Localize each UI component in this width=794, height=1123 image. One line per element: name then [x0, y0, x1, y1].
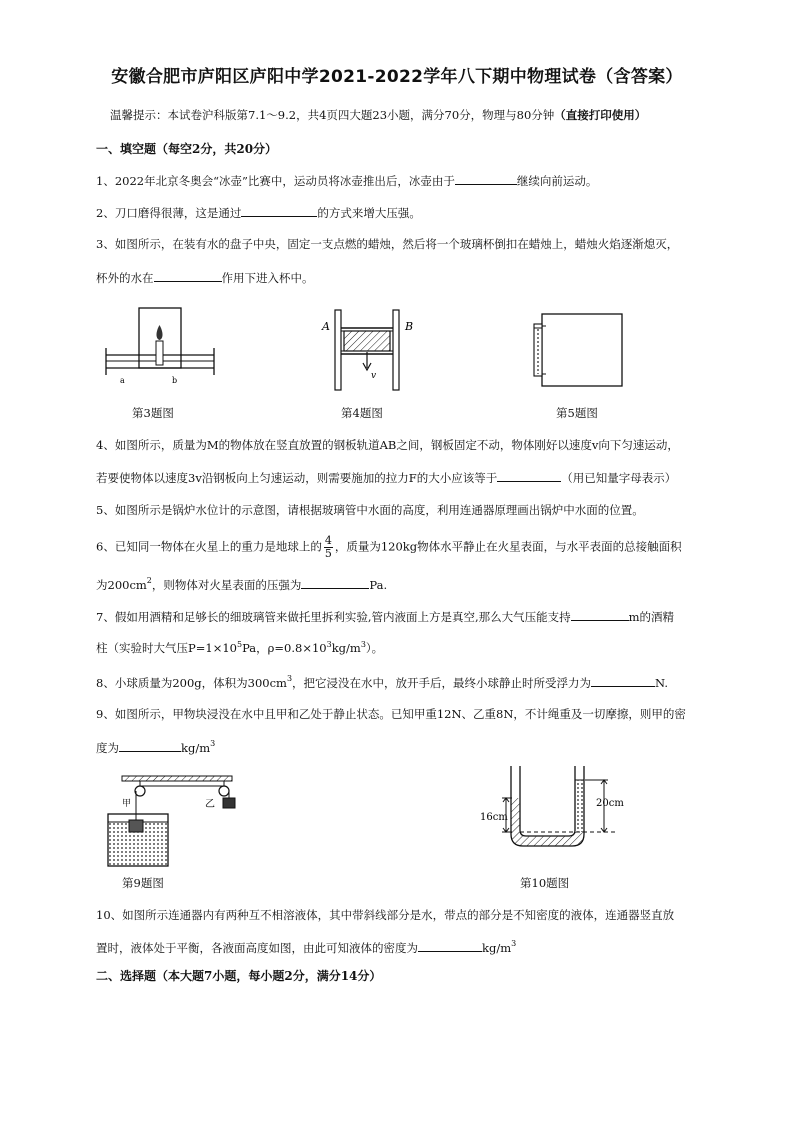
- question-8: [96, 675, 668, 690]
- q1-text-end: 继续向前运动。: [516, 174, 598, 188]
- question-10: 10、如图所示连通器内有两种互不相溶液体，其中带斜线部分是水，带点的部分是不知密度的液体，连通器竖直放: [96, 908, 675, 922]
- fraction-4-5: [324, 535, 333, 560]
- figure-9-caption: 第9题图: [122, 876, 164, 890]
- q7-cond-c: kg/m: [331, 641, 361, 655]
- fig9-label-yi: 乙: [205, 799, 215, 810]
- superscript: 3: [360, 640, 366, 649]
- q7-text-end: m的酒精: [628, 610, 675, 624]
- superscript: 3: [286, 674, 293, 683]
- question-3: 3、如图所示，在装有水的盘子中央，固定一支点燃的蜡烛，然后将一个玻璃杯倒扣在蜡烛上，蜡烛火焰逐渐熄灭，: [96, 237, 679, 251]
- fig3-label-b: b: [172, 376, 178, 385]
- q9-unit: kg/m: [181, 741, 211, 755]
- q6-text2: ，则物体对火星表面的压强为: [151, 578, 302, 592]
- figure-4-rails-diagram: [318, 308, 418, 392]
- q8-unit: N.: [655, 676, 669, 690]
- section-2-heading: 二、选择题（本大题7小题，每小题2分，满分14分）: [96, 969, 382, 983]
- figure-3-candle-diagram: [104, 303, 216, 385]
- q2-text: 2、刀口磨得很薄，这是通过: [96, 206, 242, 220]
- section-1-heading: 一、填空题（每空2分，共20分）: [96, 142, 278, 156]
- q7-cond-b: Pa，ρ=0.8×10: [242, 641, 327, 655]
- question-1: [96, 173, 597, 188]
- question-5: 5、如图所示是锅炉水位计的示意图，请根据玻璃管中水面的高度，利用连通器原理画出锅炉中水面的位置。: [96, 503, 644, 517]
- question-7-line2: [96, 641, 383, 655]
- q9-text: 度为: [96, 741, 119, 755]
- answer-blank[interactable]: [418, 940, 482, 952]
- q7-text: 7、假如用酒精和足够长的细玻璃管来做托里拆利实验,管内液面上方是真空,那么大气压能支持: [96, 610, 571, 624]
- question-9: 9、如图所示，甲物块浸没在水中且甲和乙处于静止状态。已知甲重12N、乙重8N，不计绳重及一切摩擦，则甲的密: [96, 707, 686, 721]
- fraction-numerator: 4: [324, 534, 332, 547]
- question-6-line2: [96, 577, 387, 592]
- question-2: [96, 205, 421, 220]
- answer-blank[interactable]: [241, 205, 317, 217]
- superscript: 3: [511, 939, 517, 948]
- q4-text: 若要使物体以速度3v沿钢板向上匀速运动，则需要施加的拉力F的大小应该等于: [96, 471, 498, 485]
- figure-10-caption: 第10题图: [520, 876, 570, 890]
- question-6: [96, 535, 682, 560]
- figure-3-caption: 第3题图: [132, 406, 174, 420]
- q4-text-end: （用已知量字母表示）: [561, 471, 677, 485]
- q7-cond-d: ）。: [365, 641, 384, 655]
- figure-9-pulley-diagram: [100, 770, 240, 870]
- answer-blank[interactable]: [571, 609, 629, 621]
- superscript: 3: [210, 739, 216, 748]
- q6-area: 为200cm: [96, 578, 147, 592]
- exam-tip: [110, 107, 646, 123]
- superscript: 3: [326, 640, 332, 649]
- superscript: 2: [146, 576, 152, 585]
- answer-blank[interactable]: [119, 740, 181, 752]
- tip-bold: （直接打印使用）: [554, 108, 647, 122]
- q6-text: 6、已知同一物体在火星上的重力是地球上的: [96, 539, 322, 554]
- answer-blank[interactable]: [301, 577, 369, 589]
- figure-5-caption: 第5题图: [556, 406, 598, 420]
- page-title: 安徽合肥市庐阳区庐阳中学2021-2022学年八下期中物理试卷（含答案）: [111, 67, 683, 87]
- tip-text: 温馨提示：本试卷沪科版第7.1～9.2，共4页四大题23小题，满分70分，物理与80分钟: [110, 108, 555, 122]
- question-7: [96, 609, 674, 624]
- fig10-label-16cm: 16cm: [480, 812, 508, 823]
- q3-text-end: 作用下进入杯中。: [221, 271, 314, 285]
- answer-blank[interactable]: [154, 270, 222, 282]
- superscript: 5: [236, 640, 243, 649]
- answer-blank[interactable]: [591, 675, 655, 687]
- q6-unit: Pa.: [369, 578, 388, 592]
- answer-blank[interactable]: [497, 470, 561, 482]
- q3-text: 杯外的水在: [96, 271, 154, 285]
- fig3-label-a: a: [120, 376, 125, 385]
- figure-4-caption: 第4题图: [341, 406, 383, 420]
- question-4: 4、如图所示，质量为M的物体放在竖直放置的钢板轨道AB之间，钢板固定不动，物体刚好以速度v向下匀速运动，: [96, 438, 679, 452]
- q2-text-end: 的方式来增大压强。: [317, 206, 421, 220]
- q8-text-mid: ，把它浸没在水中，放开手后，最终小球静止时所受浮力为: [292, 676, 592, 690]
- question-4-line2: [96, 470, 676, 485]
- q1-text: 1、2022年北京冬奥会“冰壶”比赛中，运动员将冰壶推出后，冰壶由于: [96, 174, 455, 188]
- fig10-label-20cm: 20cm: [596, 798, 624, 809]
- q10-text: 置时，液体处于平衡，各液面高度如图，由此可知液体的密度为: [96, 941, 418, 955]
- fig4-label-b: B: [405, 320, 414, 333]
- fig4-label-v: v: [371, 371, 377, 381]
- fig4-label-a: A: [322, 320, 330, 333]
- q8-text: 8、小球质量为200g，体积为300cm: [96, 676, 287, 690]
- answer-blank[interactable]: [455, 173, 517, 185]
- q6-text-mid: ，质量为120kg物体水平静止在火星表面，与水平表面的总接触面积: [334, 539, 682, 554]
- q10-unit: kg/m: [482, 941, 512, 955]
- figure-10-ushaped-tube: [476, 762, 636, 862]
- fraction-denominator: 5: [324, 547, 332, 560]
- q7-cond-a: 柱（实验时大气压P=1×10: [96, 641, 237, 655]
- question-3-line2: [96, 270, 314, 285]
- question-9-line2: [96, 740, 215, 755]
- fig9-label-jia: 甲: [122, 799, 132, 809]
- question-10-line2: [96, 940, 516, 955]
- figure-5-boiler-diagram: [528, 312, 628, 388]
